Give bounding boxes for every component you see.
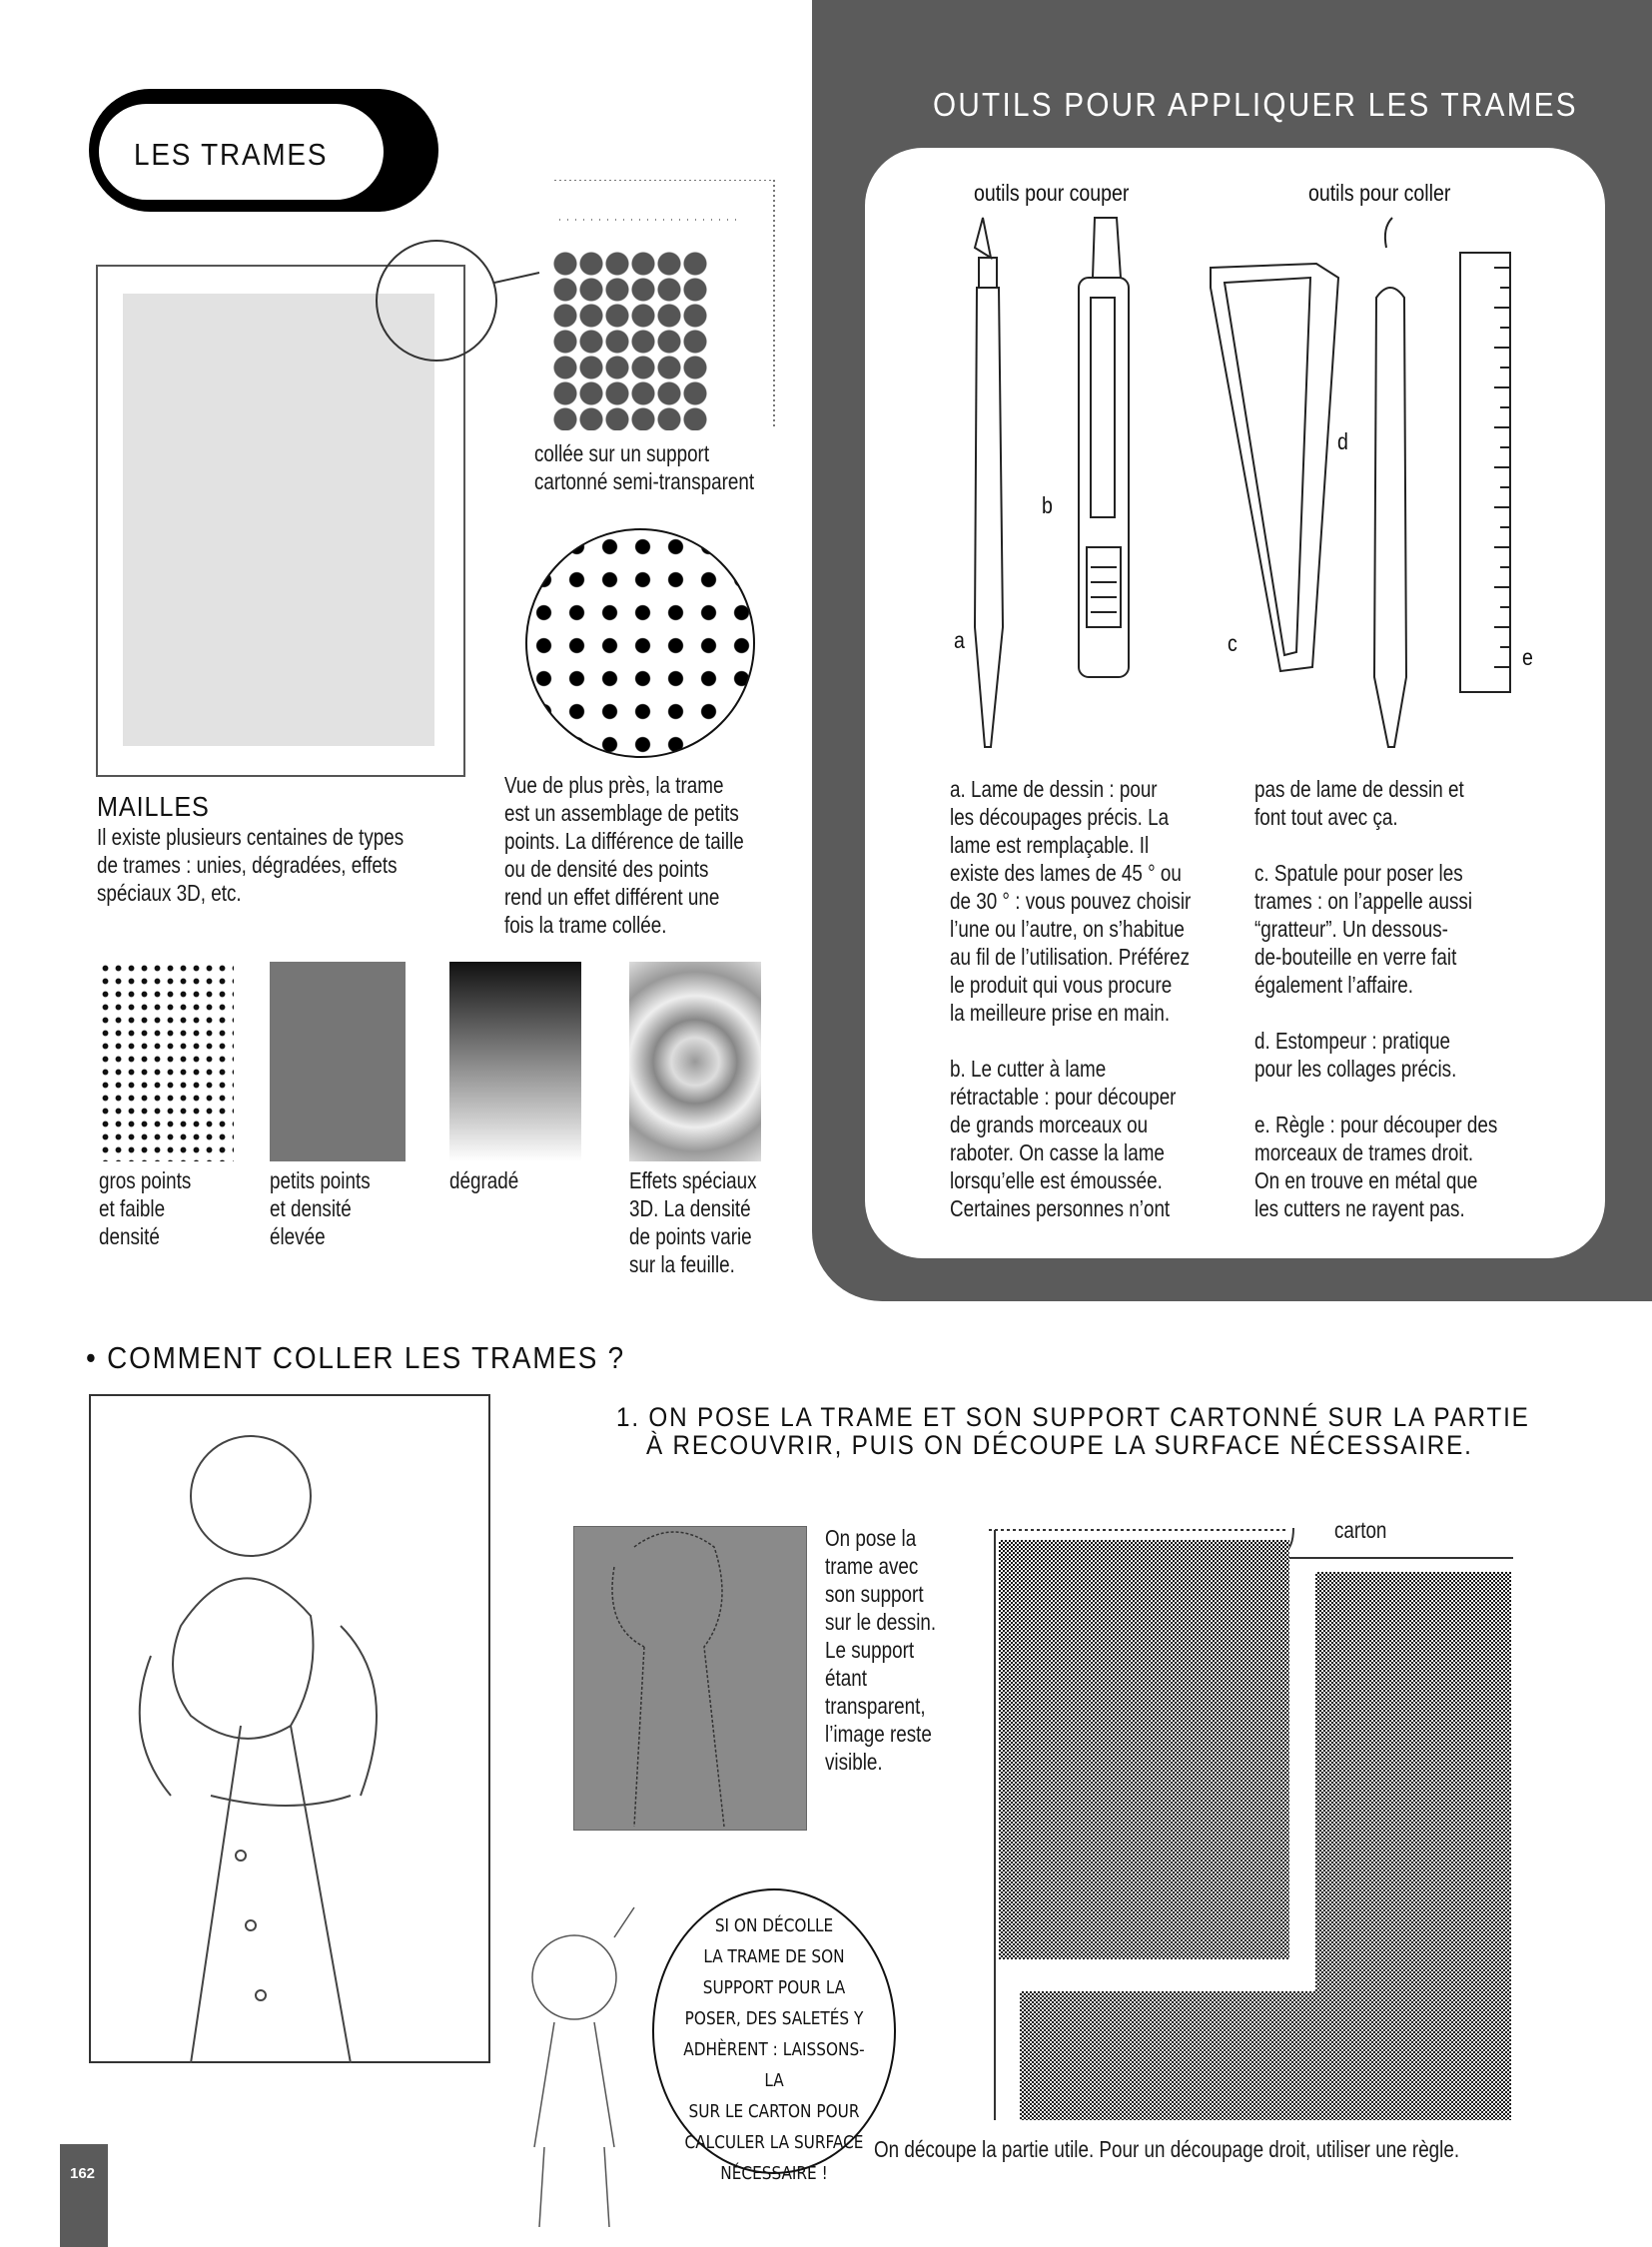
howto-title: • COMMENT COLLER LES TRAMES ? (86, 1340, 626, 1375)
swatch-large-dots (99, 962, 234, 1161)
tone-over-drawing (573, 1526, 807, 1831)
tool-letter-b: b (1042, 492, 1053, 518)
speech-bubble-text: SI ON DÉCOLLE LA TRAME DE SON SUPPORT POUR LA POSER, DES SALETÉS Y ADHÈRENT : LAISSONS-LA SUR LE CARTON POUR CALCULER LA SURFACE NÉCESSAIRE ! (683, 1915, 865, 2184)
closeup-text: Vue de plus près, la trame est un assemblage de petits points. La différence de taille ou de densité des points rend un effet différent une fois la trame collée. (504, 772, 744, 938)
step1-line2: À RECOUVRIR, PUIS ON DÉCOUPE LA SURFACE NÉCESSAIRE. (646, 1430, 1473, 1460)
tools-illustration (865, 148, 1605, 767)
swatch-small-dots (270, 962, 406, 1161)
section-title: LES TRAMES (134, 137, 329, 172)
swatch-gradient (449, 962, 581, 1161)
tools-title: OUTILS POUR APPLIQUER LES TRAMES (933, 86, 1578, 123)
carton-label: carton (1334, 1517, 1387, 1543)
tools-description-col2: pas de lame de dessin et font tout avec ça. c. Spatule pour poser les trames : on l’appelle aussi “gratteur”. Un dessous- de-bouteille en verre fait également l’affaire. d. Estompeur : pratique pour les collages précis. e. Règle : pour découper des morceaux de trames droit. On en trouve en métal que les cutters ne rayent pas. (1254, 776, 1498, 1221)
cut-tools-label: outils pour couper (974, 180, 1130, 206)
swatch-3d-effect (629, 962, 761, 1161)
swatch-caption: gros points et faible densité (99, 1167, 192, 1249)
mailles-title: MAILLES (97, 791, 210, 822)
manga-character-drawing (91, 1396, 490, 2063)
support-caption: collée sur un support cartonné semi-transparent (534, 440, 755, 494)
step1-line1: 1. ON POSE LA TRAME ET SON SUPPORT CARTONNÉ SUR LA PARTIE (616, 1402, 1530, 1432)
blade-tool-a (975, 218, 1003, 747)
chibi-character-drawing (494, 1897, 654, 2237)
tool-letter-d: d (1337, 428, 1348, 454)
swatch-caption: petits points et densité élevée (270, 1167, 371, 1249)
stump-tool-d (1374, 218, 1406, 747)
pose-text: On pose la trame avec son support sur le dessin. Le support étant transparent, l’image reste visible. (825, 1525, 937, 1775)
closeup-dot-circle (525, 528, 755, 758)
enlarged-dot-screen (552, 251, 709, 430)
swatch-caption: Effets spéciaux 3D. La densité de points varie sur la feuille. (629, 1167, 757, 1277)
tools-description-col1: a. Lame de dessin : pour les découpages précis. La lame est remplaçable. Il existe des lames de 45 ° ou de 30 ° : vous pouvez choisir l’une ou l’autre, on s’habitue au fil de l’utilisation. Préférez le produit qui vous procure la meilleure prise en main. b. Le cutter à lame rétractable : pour découper de grands morceaux ou raboter. On casse la lame lorsqu’elle est émoussée. Certaines personnes n’ont (950, 776, 1192, 1221)
tone-piece-top-left (999, 1540, 1289, 1959)
paste-tools-label: outils pour coller (1308, 180, 1451, 206)
ruler-tool-e (1460, 253, 1510, 692)
mailles-text: Il existe plusieurs centaines de types de trames : unies, dégradées, effets spéciaux 3D, etc. (97, 824, 405, 906)
spatula-tool-c (1211, 264, 1338, 671)
tone-piece-bottom (1020, 1991, 1511, 2120)
cut-caption: On découpe la partie utile. Pour un découpage droit, utiliser une règle. (874, 2136, 1460, 2162)
tool-letter-a: a (954, 627, 965, 653)
tool-letter-c: c (1228, 630, 1238, 656)
cutter-tool-b (1079, 218, 1129, 677)
manga-panel (89, 1394, 490, 2063)
swatch-caption: dégradé (449, 1167, 519, 1193)
page-number-tab (60, 2144, 108, 2247)
tool-letter-e: e (1522, 644, 1533, 670)
page-number: 162 (70, 2165, 96, 2182)
